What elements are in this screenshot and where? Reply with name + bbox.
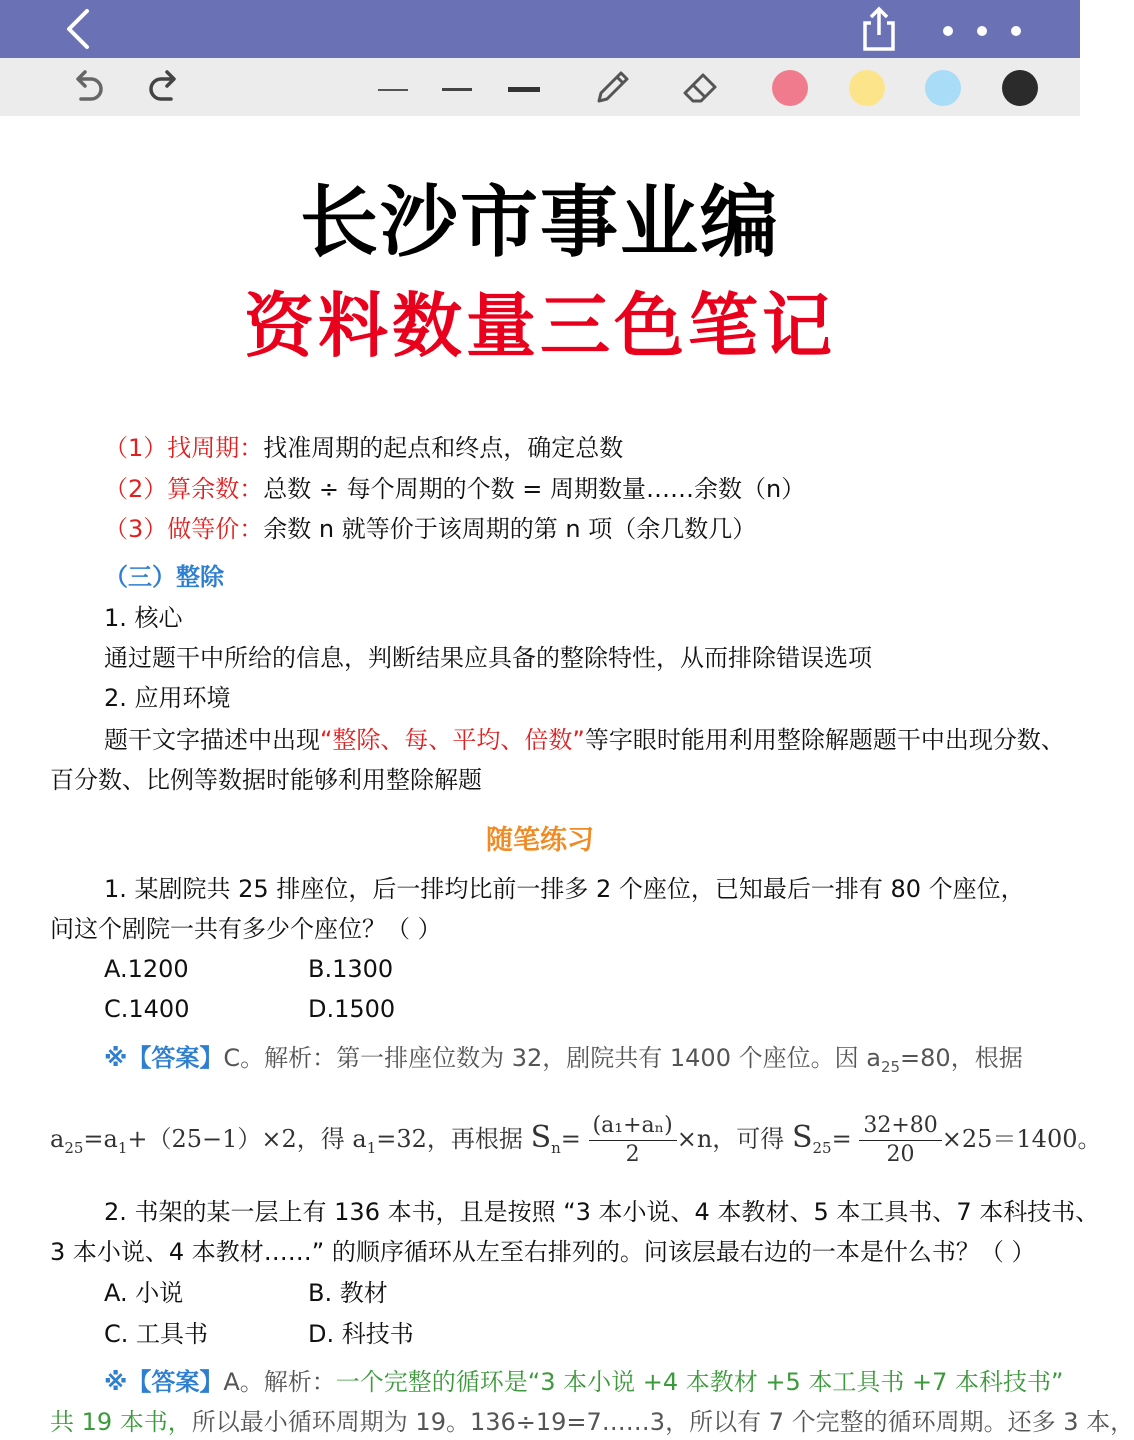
fraction	[589, 1112, 677, 1169]
step-text: 余数 n 就等价于该周期的第 n 项（余几数几）	[263, 515, 757, 543]
fraction-denominator: 2	[625, 1142, 640, 1167]
q2-option-a: A. 小说	[104, 1279, 184, 1307]
step-text: 总数 ÷ 每个周期的个数 = 周期数量……余数（n）	[263, 475, 806, 503]
q1-option-a: A.1200	[104, 955, 189, 983]
step-3	[104, 513, 756, 545]
answer-mark: ※【答案】	[104, 1044, 224, 1072]
medium-line-icon[interactable]	[442, 88, 472, 91]
env-text-line1	[104, 724, 1065, 756]
formula-sub: 25	[64, 1138, 84, 1157]
q1-line1: 1. 某剧院共 25 排座位，后一排均比前一排多 2 个座位，已知最后一排有 80 个座位，	[104, 875, 1025, 903]
env-post: 等字眼时能用利用整除解题题干中出现分数、	[584, 726, 1065, 754]
formula-expr: ×25＝1400。	[941, 1125, 1102, 1153]
answer-text: A。解析：	[223, 1368, 336, 1396]
eraser-icon[interactable]	[678, 64, 724, 110]
q2-option-b: B. 教材	[308, 1279, 388, 1307]
env-text-line2: 百分数、比例等数据时能够利用整除解题	[50, 766, 482, 794]
env-title: 2. 应用环境	[104, 684, 231, 712]
q2-answer-line2	[50, 1406, 1134, 1438]
pen-icon[interactable]	[590, 64, 636, 110]
q1-line2: 问这个剧院一共有多少个座位？（ ）	[50, 915, 442, 943]
answer-green: 一个完整的循环是“3 本小说 +4 本教材 +5 本工具书 +7 本科技书”	[335, 1368, 1064, 1396]
step-label: （1）找周期：	[104, 434, 264, 462]
redo-icon[interactable]	[142, 66, 188, 108]
formula-sub: n	[551, 1138, 561, 1157]
fraction-denominator: 20	[886, 1142, 915, 1167]
env-pre: 题干文字描述中出现	[104, 726, 320, 754]
answer-mark: ※【答案】	[104, 1368, 224, 1396]
step-label: （3）做等价：	[104, 515, 264, 543]
pen-color-black[interactable]	[1002, 70, 1038, 106]
step-2	[104, 473, 805, 505]
share-icon[interactable]	[856, 4, 902, 54]
formula-eq: =a	[83, 1125, 118, 1153]
drawing-toolbar	[0, 58, 1080, 116]
q2-line2: 3 本小说、4 本教材……” 的顺序循环从左至右排列的。问该层最右边的一本是什么书？（ ）	[50, 1238, 1036, 1266]
formula-sub: 25	[812, 1138, 832, 1157]
q1-option-b: B.1300	[308, 955, 394, 983]
fraction-numerator: (a₁+aₙ)	[589, 1112, 677, 1141]
formula-expr: +（25−1）×2，得 a	[127, 1125, 367, 1153]
formula-sub: 1	[366, 1138, 377, 1157]
thin-line-icon[interactable]	[378, 89, 408, 91]
more-icon[interactable]	[934, 14, 1030, 44]
formula-sub: 1	[117, 1138, 128, 1157]
answer-text: C。解析：第一排座位数为 32，剧院共有 1400 个座位。因 a	[223, 1044, 881, 1072]
doc-subtitle: 资料数量三色笔记	[244, 284, 836, 367]
fraction	[859, 1112, 941, 1169]
pen-color-yellow[interactable]	[849, 70, 885, 106]
q2-line1: 2. 书架的某一层上有 136 本书，且是按照 “3 本小说、4 本教材、5 本工具书、7 本科技书、	[104, 1198, 1100, 1226]
fraction-numerator: 32+80	[859, 1112, 941, 1141]
formula-expr: =32，再根据	[376, 1125, 523, 1153]
chevron-left-icon[interactable]	[55, 6, 101, 52]
q1-answer	[104, 1042, 1023, 1083]
step-label: （2）算余数：	[104, 475, 264, 503]
q1-option-c: C.1400	[104, 995, 190, 1023]
top-nav-bar	[0, 0, 1080, 58]
doc-title: 长沙市事业编	[299, 177, 780, 268]
pen-color-pink[interactable]	[772, 70, 808, 106]
formula-a: a	[50, 1125, 65, 1153]
answer-text: 所以最小循环周期为 19。136÷19=7……3，所以有 7 个完整的循环周期。还多 3 本，	[191, 1408, 1134, 1436]
answer-end: =80，根据	[900, 1044, 1023, 1072]
q2-option-d: D. 科技书	[308, 1320, 414, 1348]
env-keywords: “整除、每、平均、倍数”	[320, 726, 585, 754]
core-title: 1. 核心	[104, 604, 183, 632]
formula-s: S	[791, 1120, 813, 1155]
formula-eq: =	[831, 1125, 852, 1153]
thick-line-icon[interactable]	[508, 87, 540, 92]
core-text: 通过题干中所给的信息，判断结果应具备的整除特性，从而排除错误选项	[104, 644, 872, 672]
practice-heading: 随笔练习	[486, 825, 594, 856]
step-text: 找准周期的起点和终点，确定总数	[263, 434, 624, 462]
q2-option-c: C. 工具书	[104, 1320, 209, 1348]
formula-eq: =	[560, 1125, 581, 1153]
pen-color-blue[interactable]	[925, 70, 961, 106]
answer-green: 共 19 本书，	[50, 1408, 192, 1436]
step-1	[104, 432, 623, 464]
formula-s: S	[530, 1120, 552, 1155]
q1-formula	[50, 1108, 1102, 1178]
answer-sub: 25	[880, 1057, 901, 1076]
section-heading: （三）整除	[104, 563, 224, 591]
q1-option-d: D.1500	[308, 995, 396, 1023]
formula-expr: ×n，可得	[676, 1125, 785, 1153]
undo-icon[interactable]	[64, 66, 110, 108]
q2-answer-line1	[104, 1366, 1063, 1398]
